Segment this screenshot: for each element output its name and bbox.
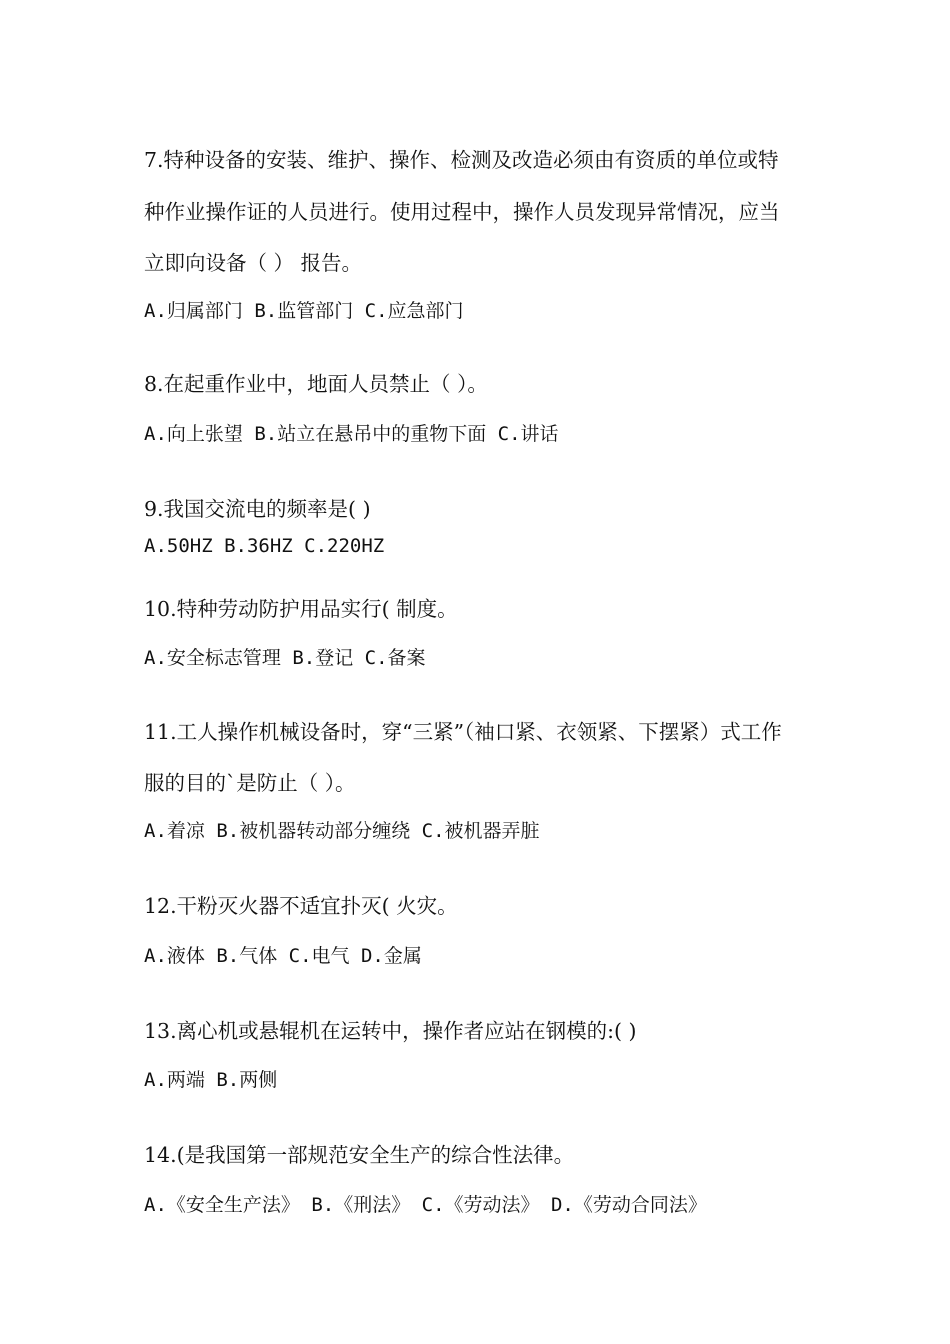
question-7-text-line-2: 种作业操作证的人员进行。使用过程中，操作人员发现异常情况，应当 — [144, 200, 780, 224]
question-10-options: A.安全标志管理 B.登记 C.备案 — [144, 647, 426, 669]
question-12-text: 12.干粉灭火器不适宜扑灭( 火灾。 — [144, 894, 458, 918]
question-9-text: 9.我国交流电的频率是( ) — [144, 497, 371, 521]
question-13-options: A.两端 B.两侧 — [144, 1069, 278, 1091]
question-9-options: A.50HZ B.36HZ C.220HZ — [144, 535, 385, 557]
question-11-options: A.着凉 B.被机器转动部分缠绕 C.被机器弄脏 — [144, 820, 540, 842]
question-12-options: A.液体 B.气体 C.电气 D.金属 — [144, 945, 422, 967]
question-7-options: A.归属部门 B.监管部门 C.应急部门 — [144, 300, 464, 322]
question-11-text-line-2: 服的目的`是防止（ ）。 — [144, 771, 356, 795]
question-8-text: 8.在起重作业中，地面人员禁止（ ）。 — [144, 372, 488, 396]
question-7-text-line-3: 立即向设备（ ） 报告。 — [144, 251, 363, 275]
question-13-text: 13.离心机或悬辊机在运转中，操作者应站在钢模的:( ) — [144, 1019, 637, 1043]
question-11-text-line-1: 11.工人操作机械设备时，穿“三紧”（袖口紧、衣领紧、下摆紧）式工作 — [144, 720, 782, 744]
question-10-text: 10.特种劳动防护用品实行( 制度。 — [144, 597, 458, 621]
question-14-text: 14.(是我国第一部规范安全生产的综合性法律。 — [144, 1143, 575, 1167]
question-8-options: A.向上张望 B.站立在悬吊中的重物下面 C.讲话 — [144, 423, 559, 445]
question-14-options: A.《安全生产法》 B.《刑法》 C.《劳动法》 D.《劳动合同法》 — [144, 1194, 707, 1216]
question-7-text-line-1: 7.特种设备的安装、维护、操作、检测及改造必须由有资质的单位或特 — [144, 148, 779, 172]
